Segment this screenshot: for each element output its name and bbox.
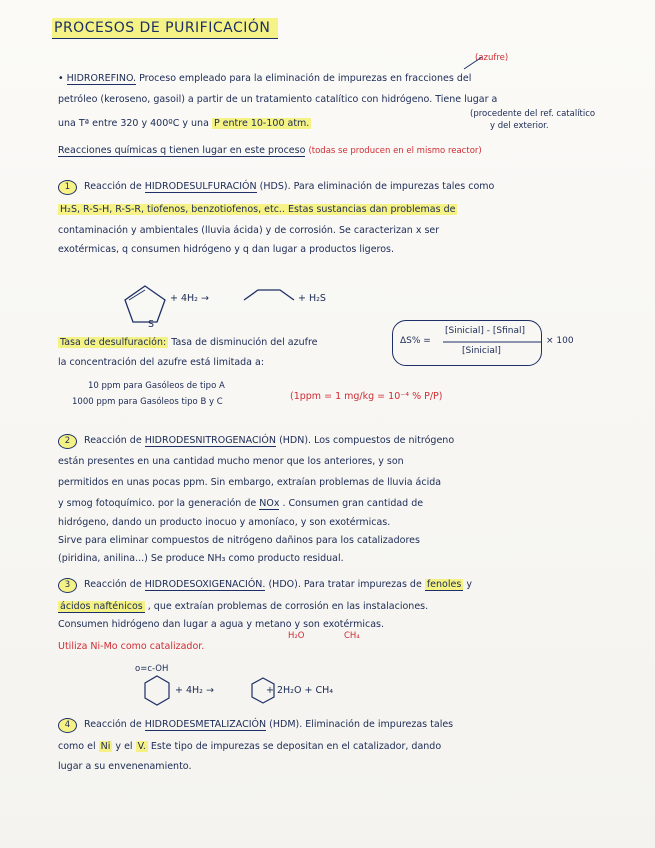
formula-lhs: ΔS% = [400,336,431,346]
hdo-acidos: ácidos nafténicos [60,601,143,612]
bullet: • [58,73,64,84]
hdo-label-ch4: CH₄ [344,631,360,641]
hdn-line-3: permitidos en unas pocas ppm. Sin embargo, extraían problemas de lluvia ácida [58,477,442,488]
hdn-line-4 [58,497,618,510]
hdn-line-2: están presentes en una cantidad mucho menor que los anteriores, y son [58,456,404,467]
intro-line-2: petróleo (keroseno, gasoil) a partir de un tratamiento catalítico con hidrógeno. Tiene lugar a [58,94,498,105]
limit-1: 10 ppm para Gasóleos de tipo A [88,381,225,391]
hds-term: HIDRODESULFURACIÓN [144,181,257,192]
hdo-eq-group: o=c-OH [135,664,169,674]
hdn-text-1c: (HDN). Los compuestos de nitrógeno [279,435,455,446]
hdm-text-2a: como el [58,741,96,752]
hds-line-3: contaminación y ambientales (lluvia ácida) y de corrosión. Se caracterizan x ser [58,225,440,236]
butane-chain-icon [240,284,300,308]
limit-line: la concentración del azufre está limitada a: [58,357,265,368]
hdo-line-3: Consumen hidrógeno dan lugar a agua y metano y son exotérmicas. [58,619,385,630]
hdo-text-1e: y [466,579,472,590]
formula-multiplier: × 100 [546,336,574,346]
ppm-formula: (1ppm = 1 mg/kg = 10⁻⁴ % P/P) [290,391,443,402]
hdo-eq-product-text: + 2H₂O + CH₄ [266,685,334,696]
intro-note-2: y del exterior. [490,121,549,131]
formula-denominator: [Sinicial] [462,346,501,356]
hdo-text-2b: , que extraían problemas de corrosión en las instalaciones. [147,601,429,612]
hdo-eq-product [266,684,396,697]
intro-line-3 [58,117,418,130]
hds-text-1a: Reacción de [84,181,142,192]
tasa-line [58,336,398,349]
intro-text-3b: P entre 10-100 atm. [213,118,310,129]
annotation-azufre: (azufre) [475,53,509,63]
hdm-v: V. [137,741,146,752]
hdm-line-2 [58,740,618,753]
tasa-text: Tasa de disminución del azufre [171,337,318,348]
hdn-line-6: Sirve para eliminar compuestos de nitrógeno dañinos para los catalizadores [58,535,420,546]
hdo-catalyst: Utiliza Ni-Mo como catalizador. [58,641,205,652]
hdo-eq-reagent: + 4H₂ → [175,685,214,696]
hdo-text-1c: (HDO). Para tratar impurezas de [268,579,422,590]
hdo-number: 3 [58,578,77,593]
hdm-line-1 [58,718,618,733]
hdm-term: HIDRODESMETALIZACIÓN [144,719,267,730]
hdn-text-4a: y smog fotoquímico. por la generación de [58,498,257,509]
hdo-term: HIDRODESOXIGENACIÓN. [144,579,266,590]
limit-2: 1000 ppm para Gasóleos tipo B y C [72,397,223,407]
reacciones-label: Reacciones químicas q tienen lugar en este proceso [58,145,306,156]
fraction-bar-icon [443,340,543,344]
page-title [52,18,278,39]
intro-text-1: Proceso empleado para la eliminación de impurezas en fracciones del [139,73,472,84]
hdm-line-3: lugar a su envenenamiento. [58,761,192,772]
hdn-text-1a: Reacción de [84,435,142,446]
hdn-number: 2 [58,434,77,449]
hdn-nox: NOx [259,498,280,509]
hdm-text-1c: (HDM). Eliminación de impurezas tales [269,719,454,730]
benzene-ring-icon [142,674,172,708]
intro-text-3a: una Tª entre 320 y 400ºC y una [58,118,209,129]
hdo-fenoles: fenoles [426,579,462,590]
title-text: PROCESOS DE PURIFICACIÓN [52,18,278,39]
thiophene-s-label: S [148,319,155,330]
hds-line-4: exotérmicas, q consumen hidrógeno y q dan lugar a productos ligeros. [58,244,395,255]
hdn-text-4c: . Consumen gran cantidad de [282,498,424,509]
hdn-line-7: (piridina, anilina...) Se produce NH₃ como producto residual. [58,553,344,564]
hdm-text-1a: Reacción de [84,719,142,730]
hds-line-2 [58,203,618,216]
hds-eq-reagent: + 4H₂ → [170,293,209,304]
hds-number: 1 [58,180,77,195]
hdm-ni: Ni [100,741,111,752]
formula-numerator: [Sinicial] - [Sfinal] [445,326,525,336]
intro-line-1 [58,72,618,85]
hdn-line-5: hidrógeno, dando un producto inocuo y amoníaco, y son exotérmicas. [58,517,391,528]
annotation-arrow-icon [460,55,490,71]
hdo-label-h2o: H₂O [288,631,305,641]
hdn-line-1 [58,434,618,449]
hdm-text-2e: Este tipo de impurezas se depositan en el catalizador, dando [150,741,442,752]
hdo-text-1a: Reacción de [84,579,142,590]
hds-text-2: H₂S, R-S-H, R-S-R, tiofenos, benzotiofenos, etc.. Estas sustancias dan problemas de [60,204,456,215]
tasa-label: Tasa de desulfuración: [60,337,167,348]
hds-eq-product: + H₂S [298,293,326,304]
hds-text-1c: (HDS). Para eliminación de impurezas tales como [259,181,495,192]
hdo-line-1 [58,578,618,593]
reacciones-line [58,144,618,158]
hdm-number: 4 [58,718,77,733]
reacciones-note: (todas se producen en el mismo reactor) [308,146,482,156]
intro-note-1: (procedente del ref. catalítico [470,109,596,119]
hdo-line-2 [58,600,618,613]
hdm-text-2c: y el [115,741,133,752]
hds-line-1 [58,180,618,195]
term-hidrorefino: HIDROREFINO. [66,73,137,84]
hdn-term: HIDRODESNITROGENACIÓN [144,435,277,446]
